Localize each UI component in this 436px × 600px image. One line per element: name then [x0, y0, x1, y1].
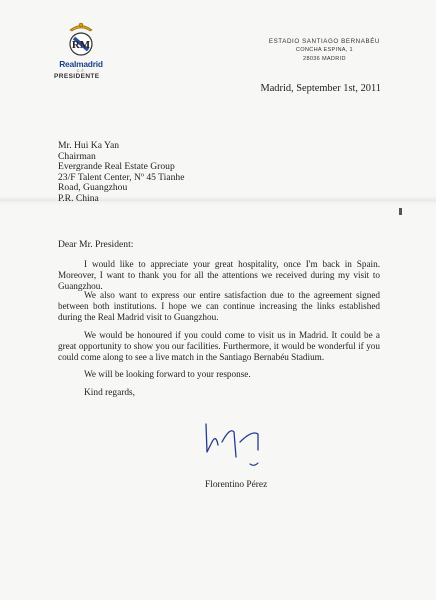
- venue-name: ESTADIO SANTIAGO BERNABÉU: [268, 38, 380, 45]
- page-mark: [399, 208, 402, 215]
- signature-icon: [200, 412, 270, 472]
- body-paragraph: We would be honoured if you could come to visit us in Madrid. It could be a great opportunity to show you our facilities. Furthermore, it would be wonderful if you could come along to see a live match in the Santiago Bernabéu Stadium.: [58, 330, 380, 362]
- recipient-line: 23/F Talent Center, Nº 45 Tianhe: [58, 171, 185, 183]
- body-paragraph: We will be looking forward to your response.: [84, 369, 251, 379]
- body-paragraph: We also want to express our entire satisfaction due to the agreement signed between both institutions. I hope we can continue increasing the links established during the Real Madrid visit to Guangzhou.: [58, 290, 380, 322]
- salutation: Dear Mr. President:: [58, 239, 134, 250]
- venue-address: [269, 37, 380, 64]
- letter-date: Madrid, September 1st, 2011: [260, 83, 381, 94]
- venue-postal: 28036 MADRID: [303, 56, 346, 62]
- recipient-line: Road, Guangzhou: [58, 182, 128, 194]
- svg-text:RM: RM: [71, 39, 91, 51]
- recipient-block: [58, 141, 184, 205]
- signer-name: Florentino Pérez: [205, 480, 268, 490]
- closing: Kind regards,: [84, 388, 136, 398]
- logo-word: Realmadrid: [59, 59, 103, 69]
- recipient-line: Mr. Hui Ka Yan: [58, 140, 120, 151]
- recipient-line: P.R. China: [58, 192, 99, 204]
- recipient-line: Evergrande Real Estate Group: [58, 161, 175, 173]
- office-title: PRESIDENTE: [54, 73, 100, 80]
- logo-subtext: C.F.: [76, 68, 86, 73]
- body-paragraph: I would like to appreciate your great hospitality, once I'm back in Spain. Moreover, I want to thank you for all the attentions we received during my visit to Guangzhou.: [58, 259, 380, 291]
- crest-icon: [66, 20, 96, 58]
- real-madrid-logo: [56, 20, 106, 73]
- recipient-line: Chairman: [58, 150, 96, 162]
- venue-street: CONCHA ESPINA, 1: [295, 47, 353, 53]
